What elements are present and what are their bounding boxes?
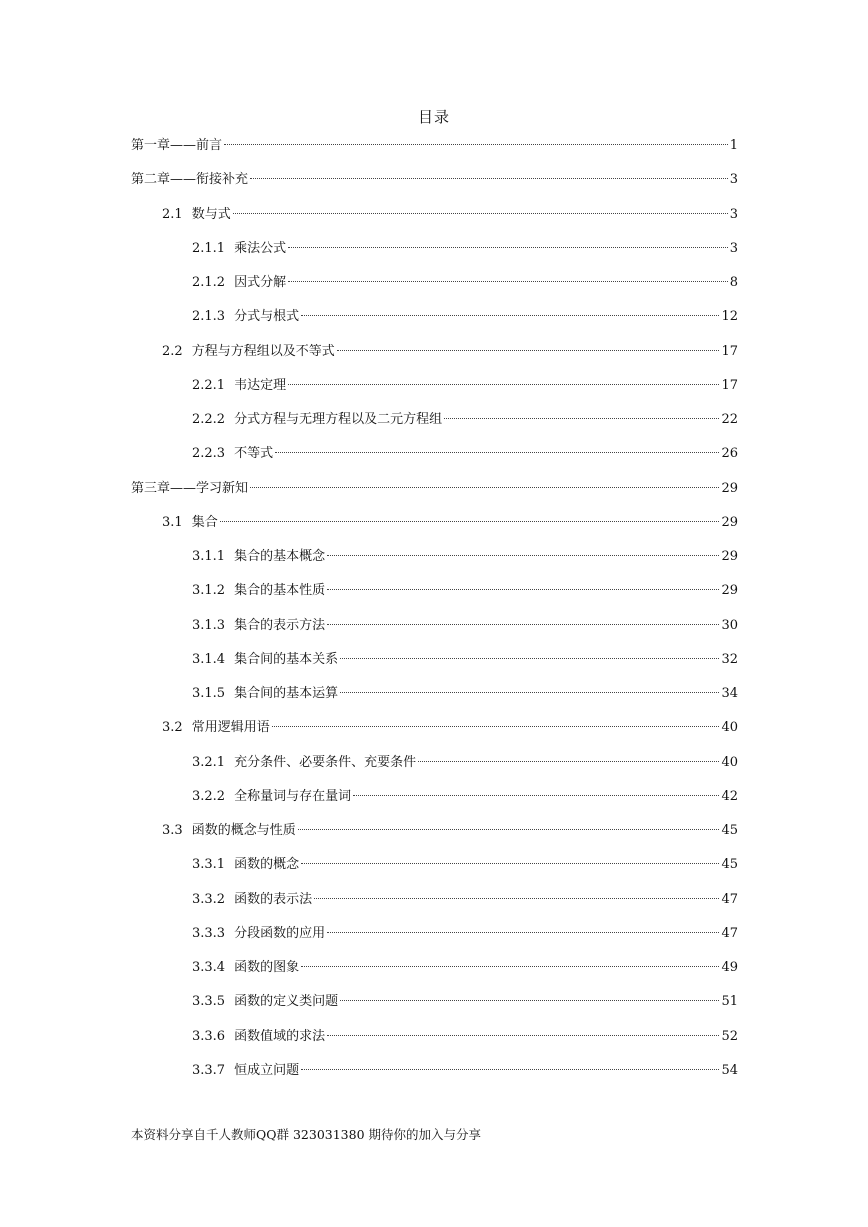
toc-entry-page: 8 [729, 275, 738, 290]
toc-entry-number: 2.2.1 [192, 377, 226, 393]
toc-entry-page: 29 [721, 514, 738, 530]
toc-dot-leader [340, 658, 719, 659]
toc-dot-leader [444, 418, 719, 419]
toc-dot-leader [301, 315, 719, 316]
toc-entry-title: 乘法公式 [234, 240, 287, 256]
toc-dot-leader [327, 589, 719, 590]
toc-entry-title: 第三章——学习新知 [131, 480, 249, 496]
toc-entry-title: 集合间的基本关系 [234, 651, 339, 667]
toc-entry-page: 29 [721, 583, 738, 599]
toc-entry[interactable] [131, 543, 738, 577]
toc-dot-leader [327, 555, 719, 556]
toc-entry-title: 集合的基本概念 [234, 549, 326, 564]
toc-entry[interactable] [131, 817, 738, 851]
toc-entry-title: 第一章——前言 [131, 138, 223, 153]
toc-dot-leader [288, 281, 728, 282]
toc-entry-number: 3.3.2 [192, 891, 226, 907]
toc-entry-number: 3.1 [162, 514, 183, 530]
toc-entry-number: 3.1.4 [192, 651, 226, 667]
toc-entry[interactable] [131, 201, 738, 235]
toc-entry-title: 第二章——衔接补充 [131, 172, 249, 188]
toc-entry-number: 3.3.6 [192, 1028, 226, 1044]
toc-entry-number: 2.2.2 [192, 412, 226, 427]
toc-entry-page: 47 [721, 925, 738, 941]
toc-entry-page: 42 [721, 788, 738, 804]
toc-entry-number: 3.3 [162, 823, 183, 838]
toc-entry-title: 函数的概念与性质 [191, 823, 296, 838]
toc-entry-number: 3.3.3 [192, 925, 226, 941]
toc-entry-number: 3.3.7 [192, 1062, 226, 1078]
toc-entry-title: 函数的定义类问题 [234, 994, 339, 1010]
toc-entry-page: 52 [721, 1028, 738, 1044]
toc-entry-title: 函数的概念 [234, 857, 300, 873]
toc-entry-title: 韦达定理 [234, 377, 287, 393]
toc-entry-title: 函数的表示法 [234, 891, 313, 907]
toc-entry-page: 40 [721, 720, 738, 736]
toc-entry-number: 2.1.2 [192, 275, 226, 290]
toc-entry-page: 40 [721, 754, 738, 770]
toc-entry-number: 2.2 [162, 343, 183, 359]
toc-entry-page: 30 [721, 617, 738, 633]
toc-entry-title: 方程与方程组以及不等式 [191, 343, 335, 359]
toc-entry-number: 2.1 [162, 206, 183, 222]
toc-dot-leader [340, 692, 719, 693]
toc-entry[interactable] [131, 714, 738, 748]
toc-entry-number: 3.3.4 [192, 960, 226, 975]
toc-entry-number: 2.1.1 [192, 240, 226, 256]
toc-dot-leader [220, 521, 720, 522]
toc-dot-leader [327, 624, 719, 625]
toc-entry-page: 3 [729, 172, 738, 188]
toc-entry[interactable] [131, 303, 738, 337]
toc-entry[interactable] [131, 920, 738, 954]
toc-dot-leader [301, 863, 719, 864]
toc-entry[interactable] [131, 954, 738, 988]
toc-entry-page: 26 [721, 446, 738, 462]
toc-entry[interactable] [131, 166, 738, 200]
toc-entry-page: 12 [721, 309, 738, 325]
toc-entry-page: 3 [729, 206, 738, 222]
toc-entry-title: 分式与根式 [234, 309, 300, 325]
toc-entry[interactable] [131, 783, 738, 817]
toc-entry-number: 3.3.1 [192, 857, 226, 873]
toc-dot-leader [340, 1000, 719, 1001]
toc-entry-title: 不等式 [234, 446, 274, 462]
toc-entry-number: 3.1.1 [192, 549, 226, 564]
toc-entry-page: 45 [721, 823, 738, 838]
toc-entry[interactable] [131, 680, 738, 714]
toc-dot-leader [250, 178, 728, 179]
toc-dot-leader [224, 144, 728, 145]
toc-entry-number: 3.1.5 [192, 686, 226, 701]
toc-entry-page: 22 [721, 412, 738, 427]
toc-entry-page: 1 [729, 138, 738, 153]
toc-dot-leader [250, 487, 719, 488]
toc-entry-page: 49 [721, 960, 738, 975]
toc-entry-title: 分段函数的应用 [234, 925, 326, 941]
toc-entry[interactable] [131, 235, 738, 269]
toc-entry-title: 分式方程与无理方程以及二元方程组 [234, 412, 443, 427]
footer-note: 本资料分享自千人教师QQ群 323031380 期待你的加入与分享 [131, 1127, 482, 1142]
toc-entry[interactable] [131, 988, 738, 1022]
toc-entry-number: 3.2.1 [192, 754, 226, 770]
toc-entry-page: 54 [721, 1062, 738, 1078]
toc-entry-page: 17 [721, 377, 738, 393]
toc-entry-page: 3 [729, 240, 738, 256]
toc-entry[interactable] [131, 1023, 738, 1057]
toc-entry[interactable] [131, 886, 738, 920]
toc-entry[interactable] [131, 132, 738, 166]
toc-entry[interactable] [131, 509, 738, 543]
toc-entry-page: 17 [721, 343, 738, 359]
toc-entry-page: 29 [721, 480, 738, 496]
toc-dot-leader [353, 795, 719, 796]
toc-dot-leader [288, 384, 719, 385]
toc-entry[interactable] [131, 440, 738, 474]
toc-entry-title: 集合 [191, 514, 218, 530]
toc-entry-page: 32 [721, 651, 738, 667]
toc-entry-title: 常用逻辑用语 [191, 720, 270, 736]
toc-entry[interactable] [131, 749, 738, 783]
toc-entry-title: 充分条件、必要条件、充要条件 [234, 754, 417, 770]
toc-entry[interactable] [131, 612, 738, 646]
toc-entry-page: 29 [721, 549, 738, 564]
toc-entry[interactable] [131, 851, 738, 885]
toc-entry[interactable] [131, 577, 738, 611]
toc-dot-leader [327, 932, 719, 933]
toc-entry[interactable] [131, 338, 738, 372]
toc-entry-number: 3.2.2 [192, 788, 226, 804]
table-of-contents [131, 132, 738, 1091]
toc-entry-title: 集合间的基本运算 [234, 686, 339, 701]
toc-entry[interactable] [131, 475, 738, 509]
toc-entry[interactable] [131, 269, 738, 303]
toc-entry-number: 3.2 [162, 720, 183, 736]
toc-dot-leader [301, 966, 719, 967]
toc-entry-number: 2.2.3 [192, 446, 226, 462]
toc-dot-leader [275, 452, 719, 453]
toc-entry-number: 3.3.5 [192, 994, 226, 1010]
toc-dot-leader [272, 726, 720, 727]
toc-entry[interactable] [131, 372, 738, 406]
toc-entry-page: 51 [721, 994, 738, 1010]
toc-dot-leader [298, 829, 720, 830]
toc-entry-number: 3.1.3 [192, 617, 226, 633]
toc-entry-number: 2.1.3 [192, 309, 226, 325]
toc-entry-title: 全称量词与存在量词 [234, 788, 352, 804]
toc-entry-number: 3.1.2 [192, 583, 226, 599]
toc-entry-title: 集合的基本性质 [234, 583, 326, 599]
toc-dot-leader [327, 1035, 719, 1036]
toc-entry-page: 34 [721, 686, 738, 701]
toc-entry-title: 函数的图象 [234, 960, 300, 975]
toc-title: 目录 [417, 108, 450, 126]
toc-dot-leader [301, 1069, 719, 1070]
toc-dot-leader [337, 350, 720, 351]
toc-entry[interactable] [131, 1057, 738, 1091]
toc-entry-page: 45 [721, 857, 738, 873]
toc-entry-page: 47 [721, 891, 738, 907]
toc-dot-leader [233, 213, 728, 214]
toc-entry-title: 函数值域的求法 [234, 1028, 326, 1044]
toc-dot-leader [418, 761, 719, 762]
toc-entry-title: 因式分解 [234, 275, 287, 290]
toc-entry-title: 集合的表示方法 [234, 617, 326, 633]
toc-dot-leader [314, 898, 719, 899]
toc-entry-title: 恒成立问题 [234, 1062, 300, 1078]
toc-entry[interactable] [131, 406, 738, 440]
toc-entry-title: 数与式 [191, 206, 231, 222]
toc-entry[interactable] [131, 646, 738, 680]
toc-dot-leader [288, 247, 728, 248]
